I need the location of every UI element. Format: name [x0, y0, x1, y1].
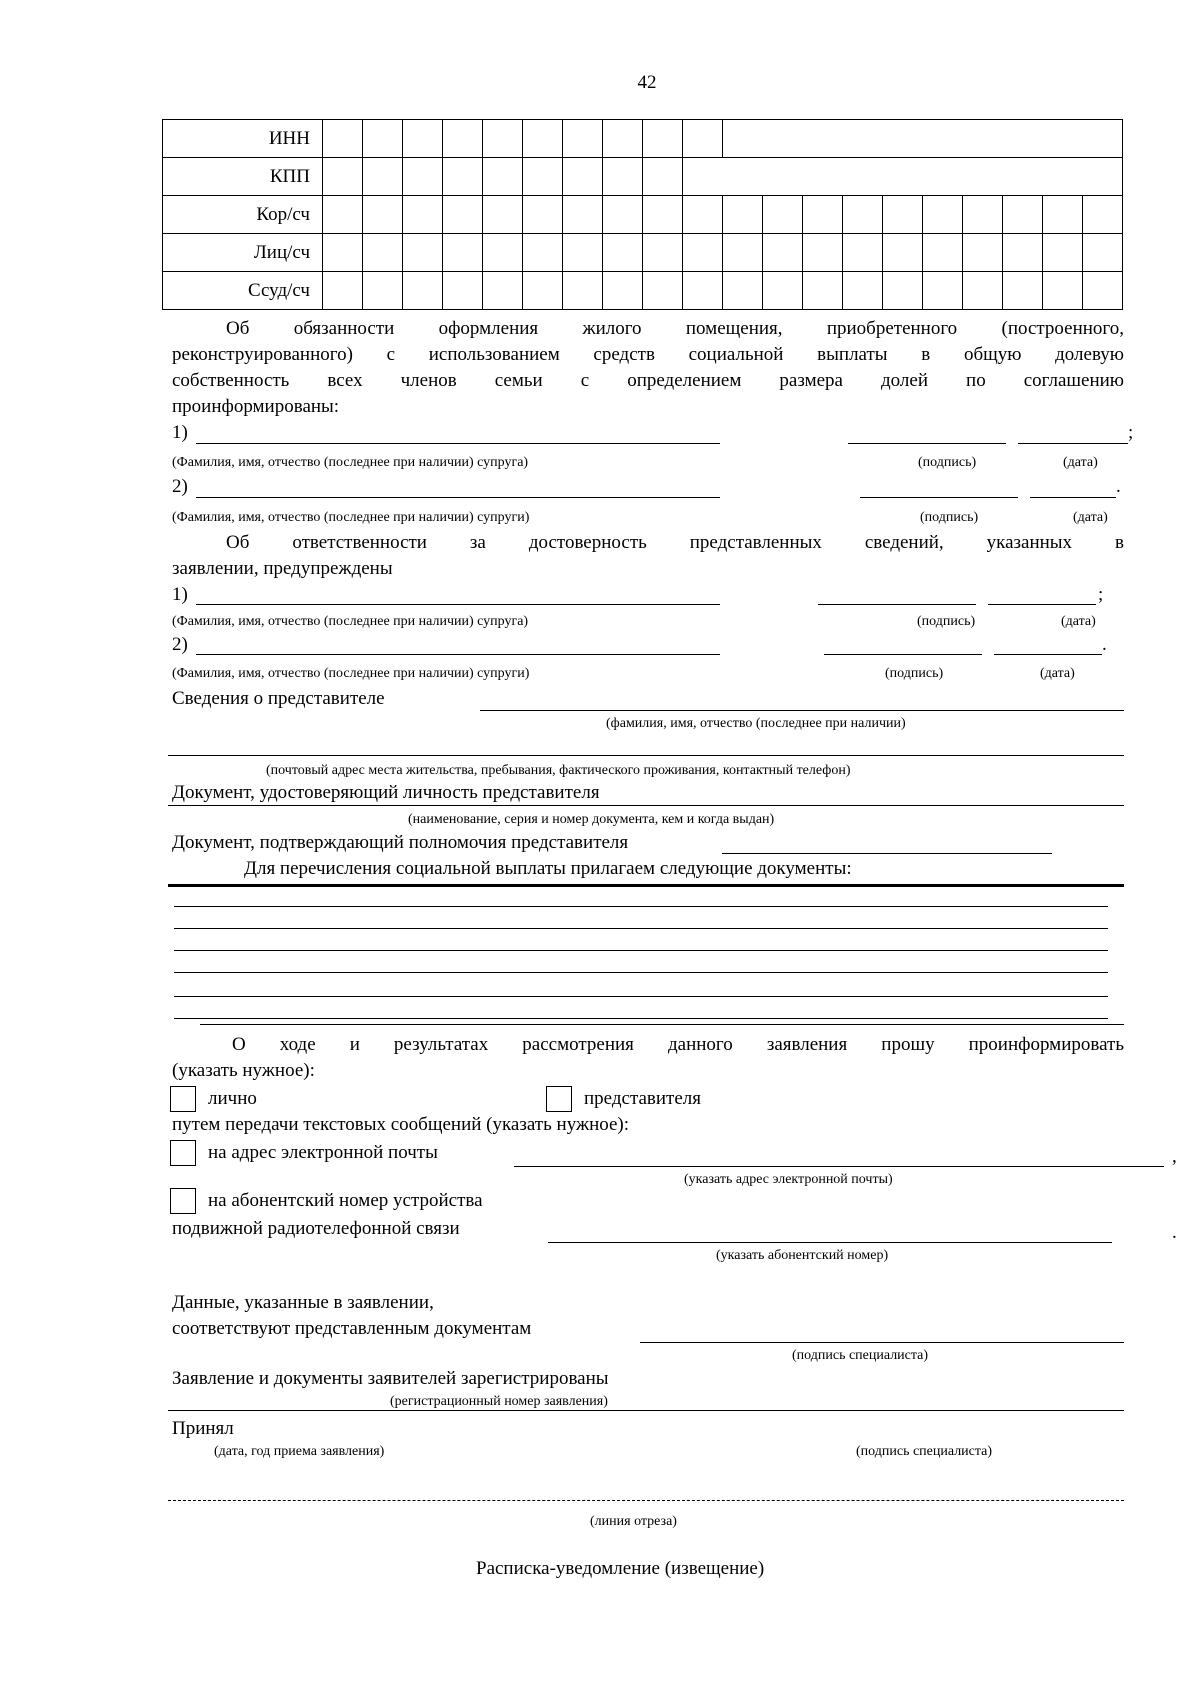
- responsibility-wife-date-field[interactable]: [994, 654, 1102, 655]
- corr-account-digit-cell[interactable]: [523, 196, 563, 234]
- page-number: 42: [637, 72, 657, 93]
- inn-digit-cell[interactable]: [443, 120, 483, 158]
- personal-account-digit-cell[interactable]: [603, 234, 643, 272]
- phone-number-field[interactable]: [548, 1242, 1112, 1243]
- loan-account-digit-cell[interactable]: [803, 272, 843, 310]
- personal-account-digit-cell[interactable]: [323, 234, 363, 272]
- personal-account-digit-cell[interactable]: [523, 234, 563, 272]
- email-address-field[interactable]: [514, 1166, 1164, 1167]
- corr-account-digit-cell[interactable]: [763, 196, 803, 234]
- ownership-text-line-3: собственность всех членов семьи с определением размера долей по соглашению: [172, 370, 1124, 391]
- personal-account-digit-cell[interactable]: [363, 234, 403, 272]
- ownership-husband-date-caption: (дата): [1063, 455, 1098, 470]
- representative-checkbox[interactable]: [546, 1086, 572, 1112]
- inn-digit-cell[interactable]: [563, 120, 603, 158]
- ownership-wife-date-caption: (дата): [1073, 510, 1108, 525]
- personal-account-digit-cell[interactable]: [1043, 234, 1083, 272]
- inn-digit-cell[interactable]: [523, 120, 563, 158]
- attachment-line[interactable]: [174, 1018, 1108, 1019]
- responsibility-wife-name-caption: (Фамилия, имя, отчество (последнее при наличии) супруги): [172, 666, 530, 681]
- inn-digit-cell[interactable]: [323, 120, 363, 158]
- cut-line-caption: (линия отреза): [590, 1514, 677, 1529]
- receipt-title: Расписка-уведомление (извещение): [476, 1558, 765, 1579]
- email-checkbox[interactable]: [170, 1140, 196, 1166]
- personal-account-digit-cell[interactable]: [483, 234, 523, 272]
- table-row: [163, 234, 1123, 272]
- responsibility-wife-end-mark: .: [1102, 634, 1107, 655]
- kpp-digit-cell[interactable]: [363, 158, 403, 196]
- ownership-wife-date-field[interactable]: [1030, 497, 1116, 498]
- ownership-husband-name-caption: (Фамилия, имя, отчество (последнее при наличии) супруга): [172, 455, 529, 470]
- kpp-digit-cell[interactable]: [523, 158, 563, 196]
- verification-signature-caption: (подпись специалиста): [792, 1348, 929, 1363]
- loan-account-digit-cell[interactable]: [403, 272, 443, 310]
- responsibility-husband-name-field[interactable]: [196, 604, 720, 605]
- registration-number-field[interactable]: [168, 1410, 1124, 1411]
- attachment-line[interactable]: [174, 928, 1108, 929]
- ownership-wife-signature-caption: (подпись): [920, 510, 979, 525]
- representative-address-field[interactable]: [168, 755, 1124, 756]
- corr-account-digit-cell[interactable]: [683, 196, 723, 234]
- loan-account-digit-cell[interactable]: [563, 272, 603, 310]
- loan-account-digit-cell[interactable]: [923, 272, 963, 310]
- ownership-husband-name-field[interactable]: [196, 443, 720, 444]
- personally-checkbox[interactable]: [170, 1086, 196, 1112]
- corr-account-label: Кор/сч: [163, 196, 323, 234]
- responsibility-husband-number: 1): [172, 584, 188, 605]
- attachment-line[interactable]: [174, 906, 1108, 907]
- corr-account-digit-cell[interactable]: [843, 196, 883, 234]
- responsibility-husband-signature-field[interactable]: [818, 604, 976, 605]
- kpp-digit-cell[interactable]: [483, 158, 523, 196]
- inn-digit-cell[interactable]: [483, 120, 523, 158]
- loan-account-label: Ссуд/сч: [163, 272, 323, 310]
- loan-account-digit-cell[interactable]: [443, 272, 483, 310]
- ownership-wife-name-field[interactable]: [196, 497, 720, 498]
- personal-account-digit-cell[interactable]: [763, 234, 803, 272]
- responsibility-text-line-1: Об ответственности за достоверность представленных сведений, указанных в: [226, 532, 1124, 553]
- acceptance-date-caption: (дата, год приема заявления): [214, 1444, 385, 1459]
- corr-account-digit-cell[interactable]: [563, 196, 603, 234]
- corr-account-digit-cell[interactable]: [1003, 196, 1043, 234]
- kpp-digit-cell[interactable]: [323, 158, 363, 196]
- responsibility-wife-date-caption: (дата): [1040, 666, 1075, 681]
- ownership-wife-number: 2): [172, 476, 188, 497]
- ownership-wife-end-mark: .: [1116, 476, 1121, 497]
- cut-line: [168, 1500, 1124, 1501]
- phone-caption: (указать абонентский номер): [716, 1248, 889, 1263]
- kpp-label: КПП: [163, 158, 323, 196]
- attachment-line[interactable]: [200, 1024, 1124, 1025]
- loan-account-digit-cell[interactable]: [643, 272, 683, 310]
- ownership-wife-signature-field[interactable]: [860, 497, 1018, 498]
- attachments-rule: [168, 884, 1124, 887]
- registration-label: Заявление и документы заявителей зарегистрированы: [172, 1368, 609, 1389]
- account-details-table: [162, 119, 1123, 310]
- loan-account-digit-cell[interactable]: [763, 272, 803, 310]
- personal-account-digit-cell[interactable]: [403, 234, 443, 272]
- ownership-husband-end-mark: ;: [1128, 422, 1134, 443]
- responsibility-wife-signature-caption: (подпись): [885, 666, 944, 681]
- personal-account-label: Лиц/сч: [163, 234, 323, 272]
- corr-account-digit-cell[interactable]: [323, 196, 363, 234]
- corr-account-digit-cell[interactable]: [803, 196, 843, 234]
- inn-digit-cell[interactable]: [603, 120, 643, 158]
- loan-account-digit-cell[interactable]: [603, 272, 643, 310]
- loan-account-digit-cell[interactable]: [723, 272, 763, 310]
- kpp-blank-area: [683, 158, 1123, 196]
- personal-account-digit-cell[interactable]: [723, 234, 763, 272]
- accepted-label: Принял: [172, 1418, 234, 1439]
- inn-digit-cell[interactable]: [643, 120, 683, 158]
- kpp-digit-cell[interactable]: [643, 158, 683, 196]
- personal-account-digit-cell[interactable]: [1003, 234, 1043, 272]
- loan-account-digit-cell[interactable]: [683, 272, 723, 310]
- representative-id-doc-label: Документ, удостоверяющий личность представителя: [172, 782, 600, 803]
- representative-address-caption: (почтовый адрес места жительства, пребывания, фактического проживания, контактный телефон): [266, 763, 851, 778]
- personal-account-digit-cell[interactable]: [563, 234, 603, 272]
- representative-name-field[interactable]: [480, 710, 1124, 711]
- table-row: [163, 196, 1123, 234]
- corr-account-digit-cell[interactable]: [723, 196, 763, 234]
- loan-account-digit-cell[interactable]: [1083, 272, 1123, 310]
- inn-label: ИНН: [163, 120, 323, 158]
- responsibility-husband-signature-caption: (подпись): [917, 614, 976, 629]
- representative-label: Сведения о представителе: [172, 688, 385, 709]
- attachments-label: Для перечисления социальной выплаты прилагаем следующие документы:: [244, 858, 852, 879]
- corr-account-digit-cell[interactable]: [603, 196, 643, 234]
- responsibility-husband-name-caption: (Фамилия, имя, отчество (последнее при наличии) супруга): [172, 614, 529, 629]
- personal-account-digit-cell[interactable]: [683, 234, 723, 272]
- ownership-husband-signature-field[interactable]: [848, 443, 1006, 444]
- responsibility-wife-name-field[interactable]: [196, 654, 720, 655]
- corr-account-digit-cell[interactable]: [403, 196, 443, 234]
- personal-account-digit-cell[interactable]: [643, 234, 683, 272]
- phone-end-mark: .: [1172, 1222, 1177, 1243]
- representative-option-label: представителя: [584, 1088, 702, 1109]
- attachment-line[interactable]: [174, 950, 1108, 951]
- corr-account-digit-cell[interactable]: [963, 196, 1003, 234]
- representative-name-caption: (фамилия, имя, отчество (последнее при наличии): [606, 716, 906, 731]
- kpp-digit-cell[interactable]: [443, 158, 483, 196]
- acceptance-signature-caption: (подпись специалиста): [856, 1444, 993, 1459]
- table-row: [163, 272, 1123, 310]
- table-row: [163, 120, 1123, 158]
- corr-account-digit-cell[interactable]: [443, 196, 483, 234]
- personal-account-digit-cell[interactable]: [443, 234, 483, 272]
- corr-account-digit-cell[interactable]: [1043, 196, 1083, 234]
- inn-blank-area: [723, 120, 1123, 158]
- representative-authority-field[interactable]: [722, 853, 1052, 854]
- personal-account-digit-cell[interactable]: [963, 234, 1003, 272]
- email-end-mark: ,: [1172, 1146, 1177, 1167]
- personal-account-digit-cell[interactable]: [843, 234, 883, 272]
- ownership-wife-name-caption: (Фамилия, имя, отчество (последнее при наличии) супруги): [172, 510, 530, 525]
- personal-account-digit-cell[interactable]: [1083, 234, 1123, 272]
- personal-account-digit-cell[interactable]: [883, 234, 923, 272]
- loan-account-digit-cell[interactable]: [363, 272, 403, 310]
- representative-authority-label: Документ, подтверждающий полномочия представителя: [172, 832, 629, 853]
- phone-checkbox[interactable]: [170, 1188, 196, 1214]
- personal-account-digit-cell[interactable]: [923, 234, 963, 272]
- inn-digit-cell[interactable]: [363, 120, 403, 158]
- corr-account-digit-cell[interactable]: [643, 196, 683, 234]
- ownership-husband-date-field[interactable]: [1018, 443, 1128, 444]
- corr-account-digit-cell[interactable]: [363, 196, 403, 234]
- personal-account-digit-cell[interactable]: [803, 234, 843, 272]
- registration-number-caption: (регистрационный номер заявления): [390, 1394, 608, 1409]
- representative-id-doc-caption: (наименование, серия и номер документа, кем и когда выдан): [408, 812, 775, 827]
- loan-account-digit-cell[interactable]: [1003, 272, 1043, 310]
- loan-account-digit-cell[interactable]: [523, 272, 563, 310]
- phone-label-line-1: на абонентский номер устройства: [208, 1190, 483, 1211]
- loan-account-digit-cell[interactable]: [883, 272, 923, 310]
- kpp-digit-cell[interactable]: [603, 158, 643, 196]
- email-label: на адрес электронной почты: [208, 1142, 438, 1163]
- inn-digit-cell[interactable]: [403, 120, 443, 158]
- ownership-text-line-4: проинформированы:: [172, 396, 340, 417]
- responsibility-wife-signature-field[interactable]: [824, 654, 982, 655]
- responsibility-husband-date-field[interactable]: [988, 604, 1096, 605]
- ownership-husband-number: 1): [172, 422, 188, 443]
- table-row: [163, 158, 1123, 196]
- inn-digit-cell[interactable]: [683, 120, 723, 158]
- loan-account-digit-cell[interactable]: [323, 272, 363, 310]
- notification-text-line-2: (указать нужное):: [172, 1060, 315, 1081]
- responsibility-husband-end-mark: ;: [1098, 584, 1104, 605]
- kpp-digit-cell[interactable]: [403, 158, 443, 196]
- notification-text-line-1: О ходе и результатах рассмотрения данного заявления прошу проинформировать: [232, 1034, 1124, 1055]
- verification-signature-field[interactable]: [640, 1342, 1124, 1343]
- loan-account-digit-cell[interactable]: [1043, 272, 1083, 310]
- ownership-husband-signature-caption: (подпись): [918, 455, 977, 470]
- attachment-line[interactable]: [174, 996, 1108, 997]
- ownership-text-line-1: Об обязанности оформления жилого помещения, приобретенного (построенного,: [226, 318, 1124, 339]
- ownership-text-line-2: реконструированного) с использованием средств социальной выплаты в общую долевую: [172, 344, 1124, 365]
- verification-text-line-1: Данные, указанные в заявлении,: [172, 1292, 434, 1313]
- corr-account-digit-cell[interactable]: [483, 196, 523, 234]
- responsibility-husband-date-caption: (дата): [1061, 614, 1096, 629]
- loan-account-digit-cell[interactable]: [483, 272, 523, 310]
- responsibility-wife-number: 2): [172, 634, 188, 655]
- text-messages-label: путем передачи текстовых сообщений (указать нужное):: [172, 1114, 630, 1135]
- attachment-line[interactable]: [174, 972, 1108, 973]
- personally-label: лично: [208, 1088, 257, 1109]
- loan-account-digit-cell[interactable]: [843, 272, 883, 310]
- corr-account-digit-cell[interactable]: [883, 196, 923, 234]
- corr-account-digit-cell[interactable]: [923, 196, 963, 234]
- verification-text-line-2: соответствуют представленным документам: [172, 1318, 532, 1339]
- kpp-digit-cell[interactable]: [563, 158, 603, 196]
- email-caption: (указать адрес электронной почты): [684, 1172, 893, 1187]
- representative-id-doc-field[interactable]: [168, 805, 1124, 806]
- corr-account-digit-cell[interactable]: [1083, 196, 1123, 234]
- phone-label-line-2: подвижной радиотелефонной связи: [172, 1218, 460, 1239]
- loan-account-digit-cell[interactable]: [963, 272, 1003, 310]
- responsibility-text-line-2: заявлении, предупреждены: [172, 558, 393, 579]
